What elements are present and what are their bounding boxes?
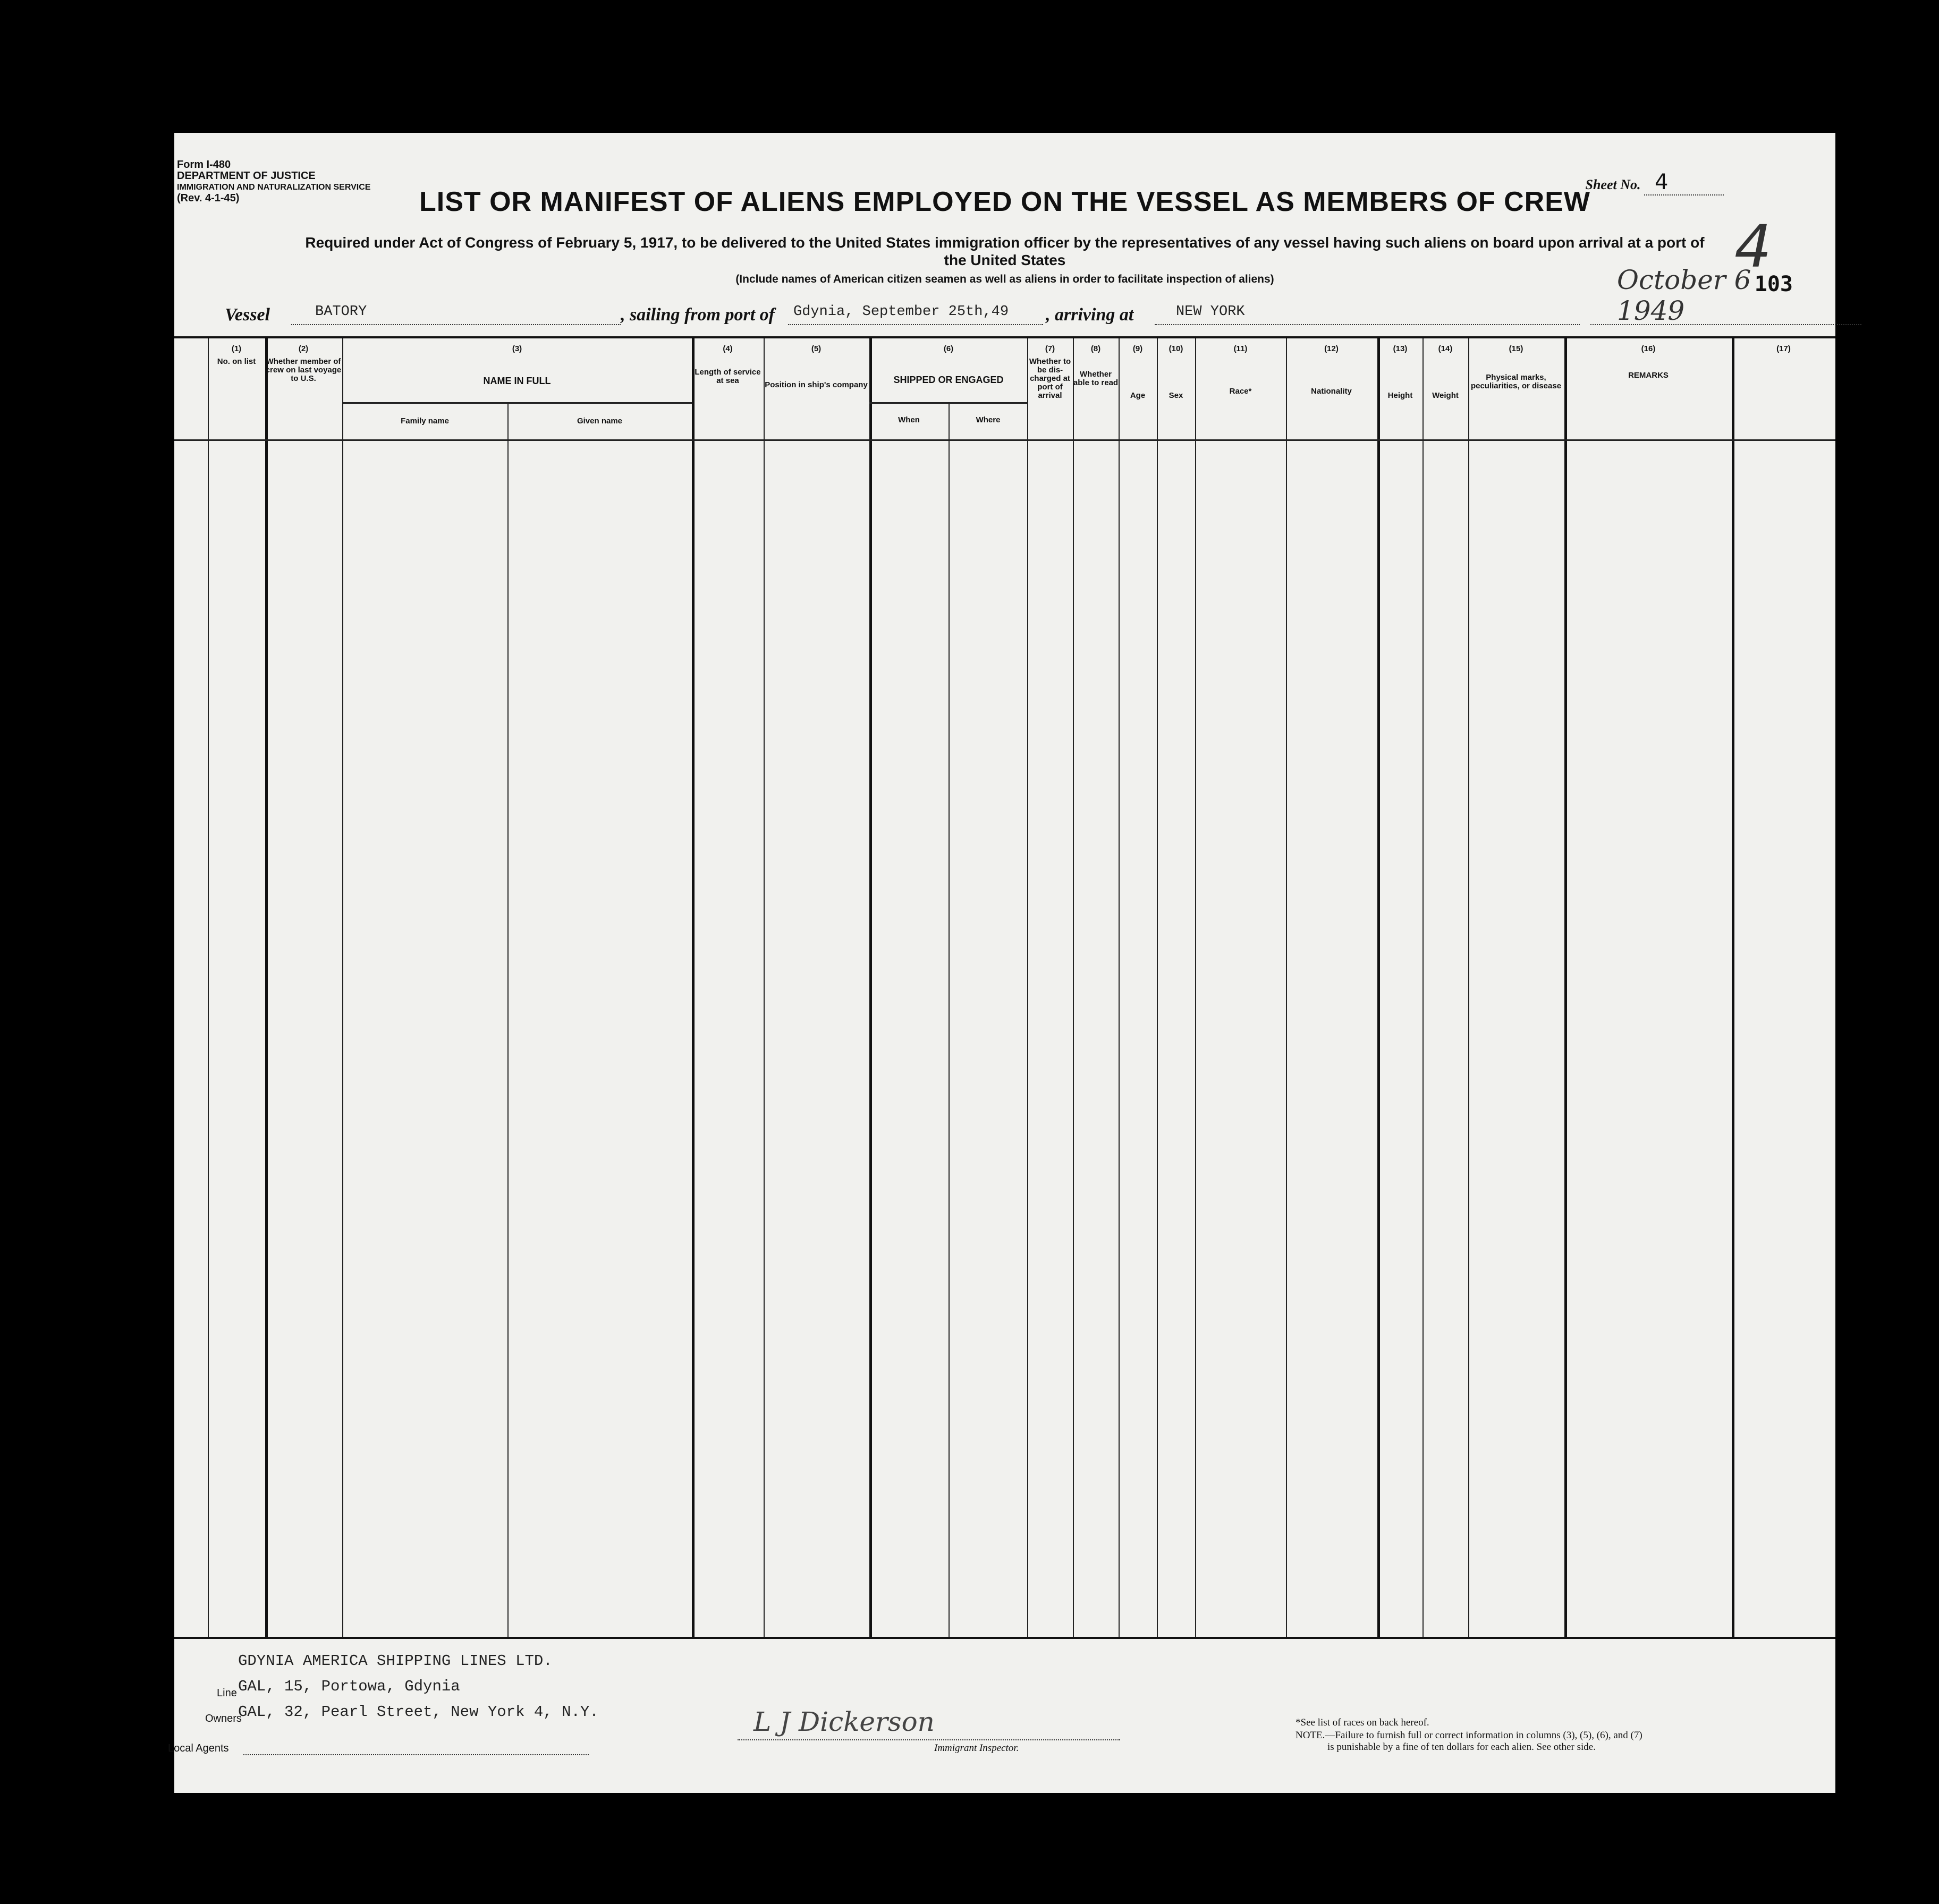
header-when: When [898, 415, 920, 424]
column-rule [1377, 338, 1380, 1637]
header-family-name: Family name [401, 416, 449, 426]
column-rule [1468, 338, 1469, 1637]
arriving-label: , arriving at [1046, 305, 1134, 325]
stamped-number: 103 [1754, 272, 1793, 296]
column-number: (2) [298, 344, 309, 353]
punch-hole [74, 1166, 104, 1195]
vessel-label: Vessel [225, 305, 270, 325]
header-given-name: Given name [577, 416, 623, 426]
sheet-value: 4 [1644, 170, 1724, 196]
owners-label: Owners [205, 1713, 242, 1724]
header-position: Position in ship's company [765, 380, 868, 389]
column-number: (6) [943, 344, 954, 353]
header-length-of-service: Length of service at sea [695, 368, 761, 385]
penalty-note: NOTE.—Failure to furnish full or correct information in columns (3), (5), (6), and (7) [1296, 1730, 1642, 1741]
inspector-label: Immigrant Inspector. [934, 1742, 1019, 1754]
form-line: Form I-480 [177, 159, 231, 171]
name-subheader-rule [342, 402, 692, 404]
column-rule [1119, 338, 1120, 1637]
penalty-note-cont: is punishable by a fine of ten dollars for each alien. See other side. [1327, 1741, 1596, 1753]
column-number: (10) [1169, 344, 1183, 353]
header-remarks: REMARKS [1628, 371, 1669, 380]
header-sex: Sex [1169, 391, 1183, 400]
column-rule [1286, 338, 1287, 1637]
arrival-date: October 6 1949 [1617, 265, 1751, 326]
form-line: IMMIGRATION AND NATURALIZATION SERVICE [177, 183, 371, 192]
header-nationality: Nationality [1311, 387, 1352, 396]
line-address: GAL, 15, Portowa, Gdynia [238, 1678, 460, 1695]
column-number: (3) [512, 344, 522, 353]
column-number: (16) [1641, 344, 1656, 353]
column-number: (7) [1045, 344, 1055, 353]
footer [168, 1638, 1835, 1793]
shipped-subheader-rule [869, 402, 1027, 404]
column-number: (15) [1509, 344, 1523, 353]
page-subnote: (Include names of American citizen seamen as well as aliens in order to facilitate inspection of aliens) [735, 273, 1274, 285]
header-weight: Weight [1432, 391, 1459, 400]
inspector-signature: L J Dickerson [753, 1706, 935, 1737]
column-rule [1564, 338, 1567, 1637]
column-number: (4) [723, 344, 733, 353]
column-rule [1732, 338, 1734, 1637]
header-age: Age [1130, 391, 1146, 400]
column-number: (12) [1324, 344, 1339, 353]
vessel-name: BATORY [315, 304, 367, 320]
column-rule [265, 338, 268, 1637]
handwritten-corner-number: 4 [1734, 212, 1772, 280]
manifest-page [168, 133, 1835, 1793]
column-number: (8) [1090, 344, 1101, 353]
column-number: (9) [1132, 344, 1143, 353]
header-crew-last-voyage: Whether member of crew on last voyage to U.S. [265, 357, 342, 383]
header-shipped-engaged: SHIPPED OR ENGAGED [893, 375, 1004, 385]
column-number: (13) [1393, 344, 1408, 353]
owners-address: GAL, 32, Pearl Street, New York 4, N.Y. [238, 1703, 599, 1721]
sailing-port: Gdynia, September 25th,49 [793, 304, 1009, 320]
column-rule [507, 402, 509, 1637]
form-line: (Rev. 4-1-45) [177, 192, 240, 204]
local-agents-label: Local Agents [168, 1742, 229, 1754]
punch-hole [75, 370, 105, 400]
column-number: (5) [811, 344, 822, 353]
header-physical-marks: Physical marks, peculiarities, or disease [1470, 373, 1562, 390]
page-title: LIST OR MANIFEST OF ALIENS EMPLOYED ON THE VESSEL AS MEMBERS OF CREW [419, 186, 1590, 217]
crew-table [174, 336, 1835, 1639]
column-rule [342, 338, 343, 1637]
column-number: (17) [1776, 344, 1791, 353]
punch-hole [71, 282, 101, 311]
form-line: DEPARTMENT OF JUSTICE [177, 170, 316, 182]
header-discharged: Whether to be dis-charged at port of arrival [1029, 357, 1071, 400]
column-rule [1195, 338, 1196, 1637]
races-note: *See list of races on back hereof. [1296, 1717, 1429, 1728]
column-rule [1157, 338, 1158, 1637]
column-number: (14) [1438, 344, 1453, 353]
company-name: GDYNIA AMERICA SHIPPING LINES LTD. [238, 1652, 553, 1670]
column-rule [208, 338, 209, 1637]
column-rule [869, 338, 872, 1637]
column-number: (11) [1233, 344, 1248, 353]
sailing-label: , sailing from port of [621, 305, 775, 325]
sheet-label: Sheet No. [1585, 177, 1641, 192]
header-height: Height [1387, 391, 1413, 400]
column-rule [692, 338, 695, 1637]
header-race: Race* [1229, 387, 1252, 396]
punch-hole [73, 1246, 103, 1276]
arrival-port: NEW YORK [1176, 304, 1245, 320]
header-name-in-full: NAME IN FULL [483, 376, 551, 386]
punch-hole [73, 695, 103, 725]
line-label: Line [217, 1687, 237, 1699]
header-able-to-read: Whether able to read [1073, 370, 1119, 387]
column-number: (1) [231, 344, 242, 353]
page-subtitle: Required under Act of Congress of February 5, 1917, to be delivered to the United States immigration officer by the representatives of any vessel having such aliens on board upon arrival at a port of the United States [305, 234, 1705, 268]
column-rule [949, 402, 950, 1637]
punch-hole [74, 615, 104, 645]
header-where: Where [976, 415, 1001, 424]
header-rule [174, 439, 1835, 441]
column-rule [764, 338, 765, 1637]
column-rule [1027, 338, 1028, 1637]
column-rule [1073, 338, 1074, 1637]
header-no-on-list: No. on list [217, 357, 256, 366]
column-rule [1423, 338, 1424, 1637]
punch-hole [78, 1578, 107, 1608]
punch-hole [75, 1497, 105, 1527]
